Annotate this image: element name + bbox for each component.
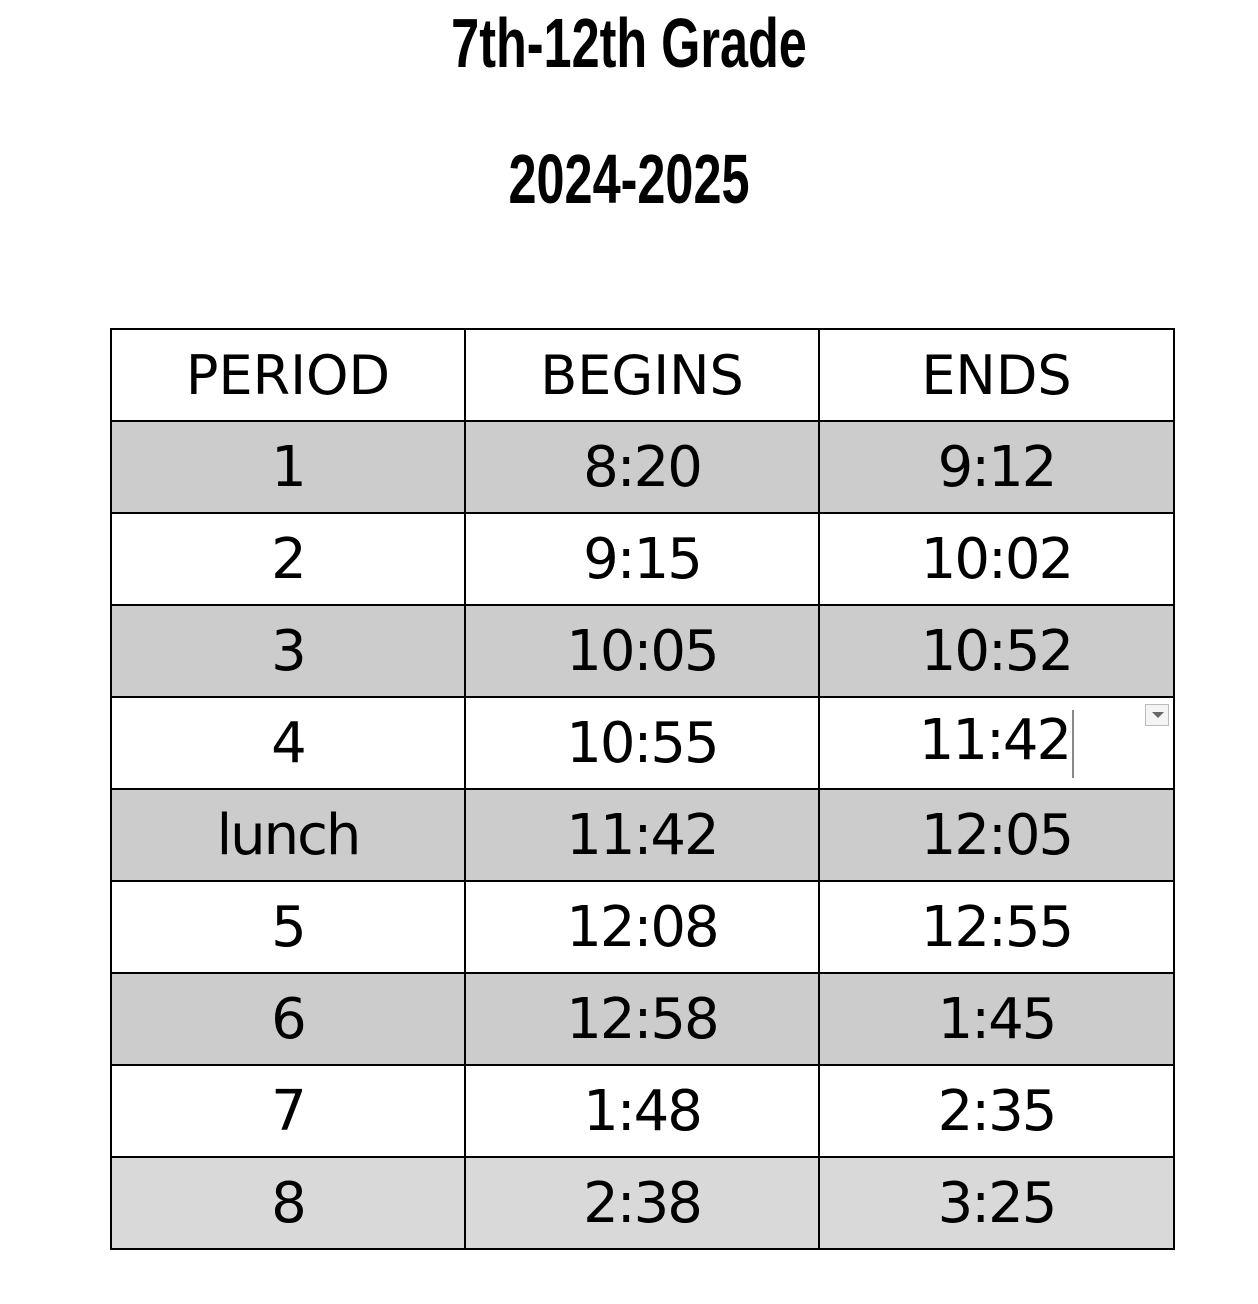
ends-cell[interactable]: 3:25 xyxy=(819,1157,1174,1249)
ends-cell[interactable]: 10:52 xyxy=(819,605,1174,697)
begins-cell[interactable]: 10:05 xyxy=(465,605,819,697)
column-header-period: PERIOD xyxy=(111,329,465,421)
begins-cell[interactable]: 1:48 xyxy=(465,1065,819,1157)
period-cell[interactable]: 5 xyxy=(111,881,465,973)
chevron-down-icon[interactable] xyxy=(1145,704,1169,726)
table-row xyxy=(111,973,1174,1065)
page-title: 7th-12th Grade xyxy=(451,4,807,82)
table-row xyxy=(111,605,1174,697)
ends-cell-text: 11:42 xyxy=(918,708,1071,774)
begins-cell[interactable]: 2:38 xyxy=(465,1157,819,1249)
table-row xyxy=(111,789,1174,881)
ends-cell-active[interactable] xyxy=(819,697,1174,789)
table-row xyxy=(111,421,1174,513)
school-year: 2024-2025 xyxy=(508,140,750,218)
ends-cell[interactable]: 2:35 xyxy=(819,1065,1174,1157)
period-cell[interactable]: 7 xyxy=(111,1065,465,1157)
period-cell[interactable]: 2 xyxy=(111,513,465,605)
table-header-row xyxy=(111,329,1174,421)
period-cell[interactable]: 6 xyxy=(111,973,465,1065)
bell-schedule-table xyxy=(110,328,1175,1250)
period-cell[interactable]: 4 xyxy=(111,697,465,789)
begins-cell[interactable]: 12:58 xyxy=(465,973,819,1065)
ends-cell[interactable]: 12:05 xyxy=(819,789,1174,881)
ends-cell[interactable]: 12:55 xyxy=(819,881,1174,973)
column-header-begins: BEGINS xyxy=(465,329,819,421)
period-cell[interactable]: 8 xyxy=(111,1157,465,1249)
begins-cell[interactable]: 12:08 xyxy=(465,881,819,973)
column-header-ends: ENDS xyxy=(819,329,1174,421)
ends-cell[interactable]: 1:45 xyxy=(819,973,1174,1065)
period-cell[interactable]: lunch xyxy=(111,789,465,881)
table-row xyxy=(111,513,1174,605)
begins-cell[interactable]: 10:55 xyxy=(465,697,819,789)
ends-cell[interactable]: 10:02 xyxy=(819,513,1174,605)
period-cell[interactable]: 3 xyxy=(111,605,465,697)
table-row xyxy=(111,1157,1174,1249)
text-cursor xyxy=(1072,710,1074,778)
ends-cell[interactable]: 9:12 xyxy=(819,421,1174,513)
table-row xyxy=(111,1065,1174,1157)
begins-cell[interactable]: 8:20 xyxy=(465,421,819,513)
table-row xyxy=(111,881,1174,973)
period-cell[interactable]: 1 xyxy=(111,421,465,513)
begins-cell[interactable]: 9:15 xyxy=(465,513,819,605)
table-row xyxy=(111,697,1174,789)
begins-cell[interactable]: 11:42 xyxy=(465,789,819,881)
